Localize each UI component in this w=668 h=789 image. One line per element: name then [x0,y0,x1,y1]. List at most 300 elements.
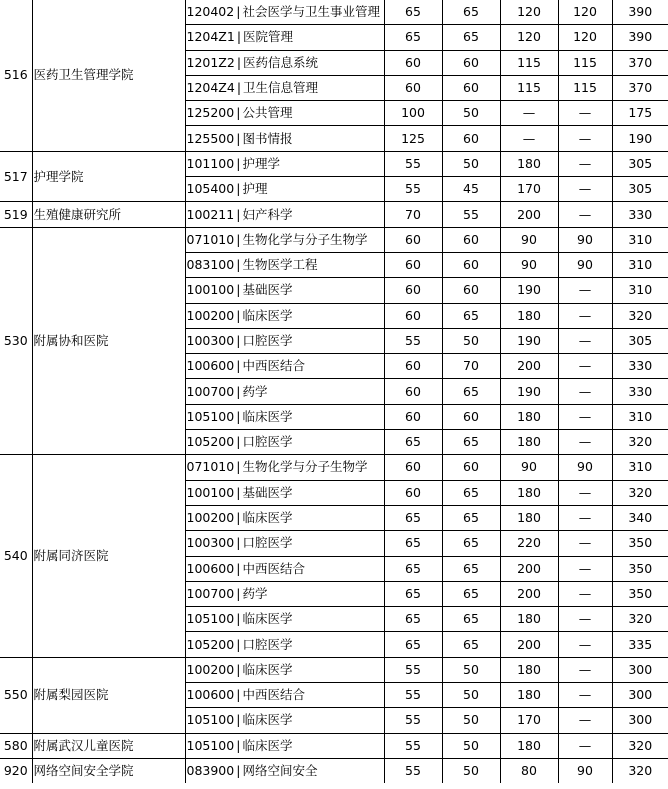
score-s3-cell [500,252,558,277]
score-s2-cell [442,581,500,606]
score-s4-cell [558,25,612,50]
score-s2-cell [442,505,500,530]
separator: | [236,282,241,298]
major-cell [185,151,384,176]
unit-code-cell [0,733,32,758]
major-code: 100600 [186,560,235,576]
score-s2-cell [442,202,500,227]
major-name: 网络空间安全 [242,763,318,779]
major-name: 护理 [242,181,268,197]
score-total: 390 [628,29,653,45]
separator: | [236,535,241,551]
major-cell [185,607,384,632]
score-total: 310 [628,408,653,424]
separator: | [236,358,241,374]
score-total: 350 [628,535,653,551]
separator: | [236,611,241,627]
score-s2: 50 [463,333,479,348]
major-code: 120402 [186,4,235,20]
major-cell [185,581,384,606]
score-s1: 70 [405,206,421,222]
separator: | [236,687,241,703]
score-s1-cell [384,480,442,505]
score-s3: 200 [517,560,541,576]
major-name: 临床医学 [242,611,293,627]
major-code: 105100 [186,712,235,728]
major-cell [185,303,384,328]
separator: | [236,510,241,526]
score-s3-cell [500,632,558,657]
score-total: 320 [628,307,653,323]
score-total: 300 [628,661,653,677]
score-s3: 180 [517,510,541,526]
score-s1-cell [384,202,442,227]
score-s4-cell [558,683,612,708]
score-s4: 90 [577,231,593,247]
score-s4: — [578,510,592,526]
score-total: 350 [628,585,653,601]
score-total: 330 [628,383,653,399]
major-cell [185,430,384,455]
unit-code: 516 [3,67,28,83]
score-s2: 65 [463,484,479,500]
score-total-cell [612,657,668,682]
major-name: 图书情报 [242,130,293,146]
major-code: 100200 [186,307,235,323]
score-s3-cell [500,75,558,100]
score-s1: 65 [405,510,421,526]
score-s1: 60 [405,231,421,247]
major-name: 药学 [242,585,268,601]
score-total-cell [612,202,668,227]
major-cell [185,278,384,303]
score-total: 320 [628,484,653,500]
unit-name-cell [32,733,185,758]
major-cell [185,227,384,252]
score-s1-cell [384,455,442,480]
score-total: 320 [628,737,653,753]
score-s4-cell [558,581,612,606]
score-total-cell [612,455,668,480]
score-s3: 115 [517,54,541,70]
score-s2-cell [442,733,500,758]
unit-code: 550 [3,687,28,703]
major-code: 105400 [186,181,235,197]
major-name: 临床医学 [242,737,293,753]
score-total-cell [612,126,668,151]
score-s4-cell [558,227,612,252]
score-s4-cell [558,50,612,75]
score-s4: 90 [577,763,593,779]
score-total-cell [612,151,668,176]
major-name: 临床医学 [242,307,293,323]
score-s1-cell [384,126,442,151]
score-s2: 60 [463,282,479,298]
unit-code-cell [0,758,32,783]
major-name: 护理学 [242,155,280,171]
unit-code-cell [0,202,32,227]
score-total: 335 [628,636,653,652]
score-s1: 65 [405,535,421,551]
score-s2: 50 [463,155,479,171]
score-s3-cell [500,531,558,556]
score-s3: 200 [517,636,541,652]
score-s1: 55 [405,712,421,728]
major-cell [185,455,384,480]
major-code: 1201Z2 [186,54,235,70]
major-name: 中西医结合 [242,560,305,576]
score-s2-cell [442,50,500,75]
major-name: 口腔医学 [242,333,293,348]
score-s3-cell [500,328,558,353]
major-name: 生物化学与分子生物学 [242,459,368,475]
table-row [0,657,668,682]
score-total-cell [612,278,668,303]
score-s4: — [578,560,592,576]
score-s2-cell [442,379,500,404]
score-s1-cell [384,303,442,328]
score-s2-cell [442,25,500,50]
score-s3: 120 [517,4,541,20]
major-code: 101100 [186,155,235,171]
score-s3: 80 [521,763,537,779]
score-total-cell [612,480,668,505]
major-code: 125200 [186,105,235,121]
score-s3-cell [500,404,558,429]
score-s3-cell [500,278,558,303]
major-cell [185,75,384,100]
score-s4: — [578,408,592,424]
score-total-cell [612,556,668,581]
score-s4: — [578,383,592,399]
separator: | [236,585,241,601]
score-total-cell [612,328,668,353]
major-name: 妇产科学 [242,206,293,222]
unit-code-cell [0,657,32,733]
score-s2-cell [442,252,500,277]
score-total: 320 [628,763,653,779]
major-name: 医药信息系统 [243,54,319,70]
major-name: 临床医学 [242,510,293,526]
score-s1: 65 [405,560,421,576]
score-s1-cell [384,607,442,632]
major-code: 1204Z1 [186,29,235,45]
score-s1: 100 [401,105,425,121]
major-name: 卫生信息管理 [243,80,319,96]
separator: | [236,459,241,475]
score-s3-cell [500,758,558,783]
major-cell [185,708,384,733]
separator: | [236,737,241,753]
score-total: 320 [628,434,653,450]
separator: | [236,155,241,171]
score-s1: 55 [405,737,421,753]
score-total: 300 [628,712,653,728]
score-s2-cell [442,151,500,176]
score-total: 305 [628,333,653,348]
score-total-cell [612,683,668,708]
score-s3-cell [500,177,558,202]
score-s1-cell [384,581,442,606]
score-s1-cell [384,75,442,100]
score-s2-cell [442,278,500,303]
score-s3: 170 [517,181,541,197]
score-s4-cell [558,151,612,176]
score-s2: 60 [463,231,479,247]
score-s1-cell [384,404,442,429]
score-s4-cell [558,0,612,25]
score-s2-cell [442,683,500,708]
score-s4-cell [558,303,612,328]
separator: | [236,712,241,728]
score-s2-cell [442,303,500,328]
score-s3: 90 [521,459,537,475]
score-total-cell [612,708,668,733]
score-s4: — [578,130,592,146]
separator: | [236,257,241,273]
score-s2-cell [442,404,500,429]
major-cell [185,354,384,379]
unit-name: 生殖健康研究所 [33,206,122,222]
score-s2-cell [442,632,500,657]
score-s4: — [578,535,592,551]
unit-name-cell [32,227,185,455]
score-s4-cell [558,252,612,277]
score-total-cell [612,379,668,404]
score-s1-cell [384,0,442,25]
separator: | [236,181,241,197]
score-s1: 60 [405,80,421,96]
major-code: 100200 [186,661,235,677]
score-s3: 180 [517,737,541,753]
score-total-cell [612,354,668,379]
score-s4-cell [558,75,612,100]
separator: | [236,560,241,576]
score-s2: 65 [463,383,479,399]
score-s2: 45 [463,181,479,197]
score-s4-cell [558,657,612,682]
score-s4: 90 [577,459,593,475]
score-s1: 55 [405,763,421,779]
score-s4-cell [558,354,612,379]
score-s2: 65 [463,307,479,323]
unit-name: 附属协和医院 [33,333,109,348]
major-name: 口腔医学 [242,434,293,450]
score-total: 390 [628,4,653,20]
score-s2: 55 [463,206,479,222]
separator: | [236,661,241,677]
score-total-cell [612,303,668,328]
score-total-cell [612,404,668,429]
score-s2-cell [442,430,500,455]
score-s1-cell [384,227,442,252]
score-total-cell [612,25,668,50]
score-s4: 120 [573,29,597,45]
separator: | [236,231,241,247]
score-s1: 60 [405,408,421,424]
major-cell [185,556,384,581]
table-row [0,227,668,252]
score-total-cell [612,50,668,75]
major-code: 071010 [186,231,235,247]
score-s3: 170 [517,712,541,728]
score-s4: — [578,358,592,374]
score-s4-cell [558,708,612,733]
score-s3: 180 [517,687,541,703]
major-cell [185,657,384,682]
score-s4-cell [558,758,612,783]
major-cell [185,733,384,758]
score-s3-cell [500,733,558,758]
major-code: 100300 [186,333,235,348]
table-row [0,758,668,783]
major-name: 药学 [242,383,268,399]
score-total: 340 [628,510,653,526]
separator: | [236,105,241,121]
score-s4: — [578,661,592,677]
separator: | [236,29,242,45]
score-s4: — [578,611,592,627]
score-s3-cell [500,101,558,126]
score-total: 310 [628,282,653,298]
score-s4-cell [558,733,612,758]
score-s1-cell [384,708,442,733]
major-name: 医院管理 [243,29,294,45]
separator: | [236,307,241,323]
score-s2: 60 [463,459,479,475]
score-s1-cell [384,151,442,176]
score-s2-cell [442,126,500,151]
score-s3: 180 [517,155,541,171]
score-s2: 50 [463,712,479,728]
unit-code: 580 [3,737,28,753]
score-s1-cell [384,556,442,581]
score-s3: 90 [521,231,537,247]
score-s3: — [522,105,536,121]
score-total-cell [612,227,668,252]
score-s3: 190 [517,383,541,399]
score-s4-cell [558,556,612,581]
score-s3-cell [500,354,558,379]
score-s1: 60 [405,358,421,374]
score-s3: 180 [517,611,541,627]
score-s2-cell [442,0,500,25]
score-s4: — [578,181,592,197]
score-s3-cell [500,50,558,75]
major-code: 100700 [186,383,235,399]
score-s4-cell [558,531,612,556]
major-name: 公共管理 [242,105,293,121]
major-code: 100600 [186,358,235,374]
score-s2-cell [442,556,500,581]
major-code: 083100 [186,257,235,273]
separator: | [236,484,241,500]
unit-name: 医药卫生管理学院 [33,67,134,83]
score-total: 330 [628,206,653,222]
unit-name: 网络空间安全学院 [33,763,134,779]
unit-code-cell [0,0,32,151]
score-s1: 60 [405,459,421,475]
score-s2: 65 [463,611,479,627]
score-s3-cell [500,227,558,252]
score-s2: 60 [463,80,479,96]
major-cell [185,531,384,556]
unit-code: 517 [3,168,28,184]
table-row [0,455,668,480]
separator: | [236,130,241,146]
major-code: 105200 [186,636,235,652]
score-s2: 50 [463,661,479,677]
score-s4-cell [558,177,612,202]
score-total-cell [612,75,668,100]
score-s4: — [578,687,592,703]
score-s3: 90 [521,257,537,273]
score-total-cell [612,758,668,783]
score-s4: — [578,155,592,171]
score-s4: 120 [573,4,597,20]
major-name: 中西医结合 [242,687,305,703]
score-s1: 60 [405,484,421,500]
unit-code: 530 [3,333,28,348]
major-cell [185,328,384,353]
score-s3-cell [500,455,558,480]
score-s2: 60 [463,257,479,273]
score-s4: 90 [577,257,593,273]
score-s2: 65 [463,636,479,652]
unit-name-cell [32,0,185,151]
score-s2-cell [442,328,500,353]
score-s3: 180 [517,484,541,500]
score-s4-cell [558,632,612,657]
separator: | [236,80,242,96]
score-s2: 65 [463,560,479,576]
separator: | [236,434,241,450]
score-total-cell [612,531,668,556]
score-s4: — [578,636,592,652]
major-code: 100200 [186,510,235,526]
score-s4: — [578,585,592,601]
score-s1: 65 [405,611,421,627]
unit-name-cell [32,758,185,783]
major-cell [185,632,384,657]
score-s3-cell [500,151,558,176]
unit-code-cell [0,455,32,657]
unit-code: 519 [3,206,28,222]
score-s1: 65 [405,29,421,45]
unit-code-cell [0,151,32,202]
separator: | [236,54,242,70]
score-s3-cell [500,607,558,632]
score-s1-cell [384,177,442,202]
score-total: 190 [628,130,653,146]
major-code: 100700 [186,585,235,601]
score-s4-cell [558,328,612,353]
separator: | [236,636,241,652]
score-s2: 50 [463,105,479,121]
major-cell [185,0,384,25]
score-s1-cell [384,632,442,657]
score-total-cell [612,177,668,202]
score-s4-cell [558,126,612,151]
major-name: 生物化学与分子生物学 [242,231,368,247]
score-s1: 55 [405,155,421,171]
score-s3-cell [500,430,558,455]
score-s1: 60 [405,54,421,70]
score-total-cell [612,733,668,758]
unit-code-cell [0,227,32,455]
score-s1-cell [384,50,442,75]
score-s3: 220 [517,535,541,551]
